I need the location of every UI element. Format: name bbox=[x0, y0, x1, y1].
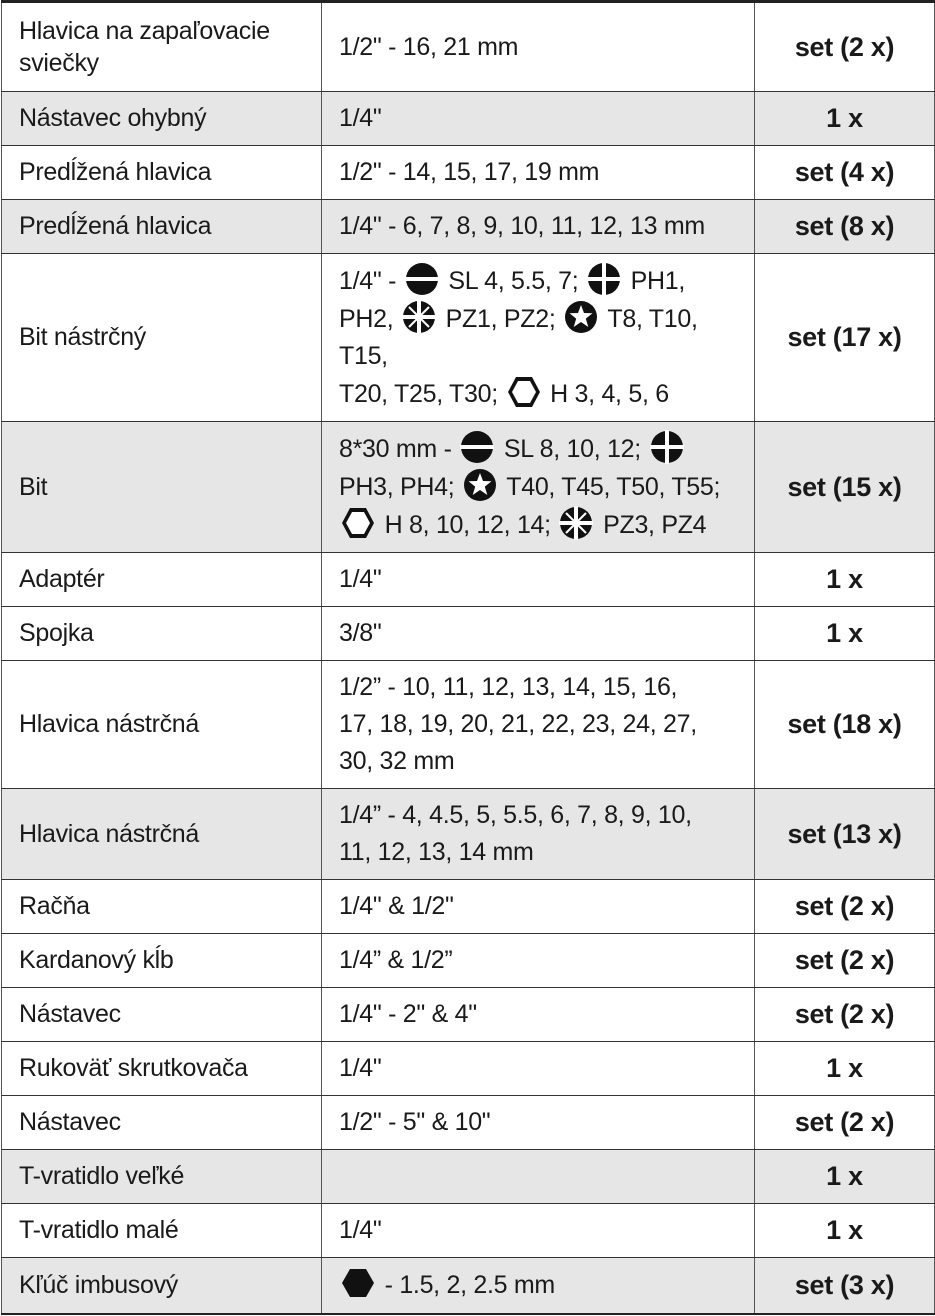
item-quantity: set (15 x) bbox=[755, 422, 935, 553]
item-name: Nástavec ohybný bbox=[2, 92, 322, 146]
item-name: Hlavica na zapaľovacie sviečky bbox=[2, 2, 322, 92]
phillips-icon bbox=[587, 262, 621, 296]
spec-text: 1/4” - 4, 4.5, 5, 5.5, 6, 7, 8, 9, 10, bbox=[339, 801, 692, 829]
table-row bbox=[2, 1258, 935, 1314]
table-row bbox=[2, 661, 935, 789]
hex-icon bbox=[341, 506, 375, 540]
item-quantity: set (2 x) bbox=[755, 1096, 935, 1150]
item-spec bbox=[322, 146, 755, 200]
table-row bbox=[2, 2, 935, 92]
item-spec bbox=[322, 1258, 755, 1314]
item-quantity: set (2 x) bbox=[755, 2, 935, 92]
item-spec bbox=[322, 1096, 755, 1150]
spec-text: 8*30 mm - bbox=[339, 435, 459, 463]
item-quantity: 1 x bbox=[755, 1204, 935, 1258]
item-spec bbox=[322, 988, 755, 1042]
item-spec bbox=[322, 789, 755, 880]
item-quantity: set (18 x) bbox=[755, 661, 935, 789]
item-name: Nástavec bbox=[2, 988, 322, 1042]
item-spec bbox=[322, 1150, 755, 1204]
hex-key-icon bbox=[341, 1266, 375, 1300]
spec-text: 1/4" bbox=[339, 1216, 382, 1244]
spec-text: SL 8, 10, 12; bbox=[497, 435, 648, 463]
spec-text: T8, T10, T15, bbox=[339, 305, 698, 370]
item-spec bbox=[322, 254, 755, 422]
spec-text: H 3, 4, 5, 6 bbox=[543, 380, 669, 408]
table-row bbox=[2, 92, 935, 146]
spec-text: SL 4, 5.5, 7; bbox=[441, 267, 586, 295]
parts-table bbox=[1, 0, 935, 1315]
item-quantity: set (4 x) bbox=[755, 146, 935, 200]
item-name: Kardanový kĺb bbox=[2, 934, 322, 988]
item-name: Hlavica nástrčná bbox=[2, 789, 322, 880]
item-quantity: set (2 x) bbox=[755, 934, 935, 988]
spec-text: PH1, bbox=[624, 267, 686, 295]
parts-table-body bbox=[2, 2, 935, 1314]
item-spec bbox=[322, 92, 755, 146]
item-quantity: 1 x bbox=[755, 1150, 935, 1204]
spec-text: 1/4" bbox=[339, 1054, 382, 1082]
torx-icon bbox=[463, 468, 497, 502]
spec-text: 1/4" & 1/2" bbox=[339, 892, 454, 920]
item-name: Predĺžená hlavica bbox=[2, 146, 322, 200]
spec-text: 1/2" - 5" & 10" bbox=[339, 1108, 491, 1136]
table-row bbox=[2, 988, 935, 1042]
spec-text: PH3, PH4; bbox=[339, 473, 462, 501]
item-quantity: 1 x bbox=[755, 92, 935, 146]
hex-icon bbox=[507, 375, 541, 409]
spec-text: T40, T45, T50, T55; bbox=[500, 473, 721, 501]
item-quantity: set (2 x) bbox=[755, 880, 935, 934]
table-row bbox=[2, 1150, 935, 1204]
table-row bbox=[2, 553, 935, 607]
item-spec bbox=[322, 553, 755, 607]
item-name: Bit nástrčný bbox=[2, 254, 322, 422]
item-name: Kľúč imbusový bbox=[2, 1258, 322, 1314]
table-row bbox=[2, 146, 935, 200]
item-spec bbox=[322, 1204, 755, 1258]
item-spec bbox=[322, 422, 755, 553]
item-quantity: set (3 x) bbox=[755, 1258, 935, 1314]
spec-text: 30, 32 mm bbox=[339, 747, 455, 775]
spec-text: 1/2" - 16, 21 mm bbox=[339, 32, 519, 61]
table-row bbox=[2, 607, 935, 661]
item-name: Spojka bbox=[2, 607, 322, 661]
spec-text: 17, 18, 19, 20, 21, 22, 23, 24, 27, bbox=[339, 710, 697, 738]
item-spec bbox=[322, 2, 755, 92]
item-name: Predĺžená hlavica bbox=[2, 200, 322, 254]
table-row bbox=[2, 1042, 935, 1096]
item-spec bbox=[322, 661, 755, 789]
slotted-icon bbox=[460, 430, 494, 464]
item-spec bbox=[322, 607, 755, 661]
item-quantity: set (2 x) bbox=[755, 988, 935, 1042]
item-quantity: 1 x bbox=[755, 1042, 935, 1096]
item-quantity: set (17 x) bbox=[755, 254, 935, 422]
table-row bbox=[2, 880, 935, 934]
spec-text: 1/4" - bbox=[339, 267, 403, 295]
item-spec bbox=[322, 880, 755, 934]
table-row bbox=[2, 934, 935, 988]
item-name: Nástavec bbox=[2, 1096, 322, 1150]
spec-text: 11, 12, 13, 14 mm bbox=[339, 838, 534, 866]
item-name: Račňa bbox=[2, 880, 322, 934]
spec-text: PH2, bbox=[339, 305, 401, 333]
table-row bbox=[2, 1204, 935, 1258]
item-quantity: set (13 x) bbox=[755, 789, 935, 880]
item-quantity: set (8 x) bbox=[755, 200, 935, 254]
table-row bbox=[2, 200, 935, 254]
item-quantity: 1 x bbox=[755, 553, 935, 607]
item-name: T-vratidlo malé bbox=[2, 1204, 322, 1258]
table-row bbox=[2, 789, 935, 880]
item-spec bbox=[322, 200, 755, 254]
table-row bbox=[2, 422, 935, 553]
spec-text: 3/8" bbox=[339, 619, 382, 647]
table-row bbox=[2, 1096, 935, 1150]
spec-text: 1/2” - 10, 11, 12, 13, 14, 15, 16, bbox=[339, 673, 678, 701]
spec-text: T20, T25, T30; bbox=[339, 380, 505, 408]
pozidriv-icon bbox=[559, 506, 593, 540]
phillips-icon bbox=[650, 430, 684, 464]
item-name: Bit bbox=[2, 422, 322, 553]
spec-text: 1/4” & 1/2” bbox=[339, 946, 453, 974]
slotted-icon bbox=[405, 262, 439, 296]
spec-text: - 1.5, 2, 2.5 mm bbox=[378, 1271, 555, 1300]
spec-text: 1/4" bbox=[339, 104, 382, 132]
table-row bbox=[2, 254, 935, 422]
item-spec bbox=[322, 1042, 755, 1096]
item-name: Hlavica nástrčná bbox=[2, 661, 322, 789]
spec-text: H 8, 10, 12, 14; bbox=[378, 511, 558, 539]
spec-text: 1/4" bbox=[339, 565, 382, 593]
pozidriv-icon bbox=[402, 300, 436, 334]
spec-text: PZ1, PZ2; bbox=[439, 305, 563, 333]
torx-icon bbox=[564, 300, 598, 334]
spec-text: 1/2" - 14, 15, 17, 19 mm bbox=[339, 158, 600, 186]
item-name: T-vratidlo veľké bbox=[2, 1150, 322, 1204]
item-name: Rukoväť skrutkovača bbox=[2, 1042, 322, 1096]
spec-text: 1/4" - 2" & 4" bbox=[339, 1000, 477, 1028]
spec-text: 1/4" - 6, 7, 8, 9, 10, 11, 12, 13 mm bbox=[339, 212, 705, 240]
spec-text: PZ3, PZ4 bbox=[596, 511, 707, 539]
item-spec bbox=[322, 934, 755, 988]
item-name: Adaptér bbox=[2, 553, 322, 607]
item-quantity: 1 x bbox=[755, 607, 935, 661]
